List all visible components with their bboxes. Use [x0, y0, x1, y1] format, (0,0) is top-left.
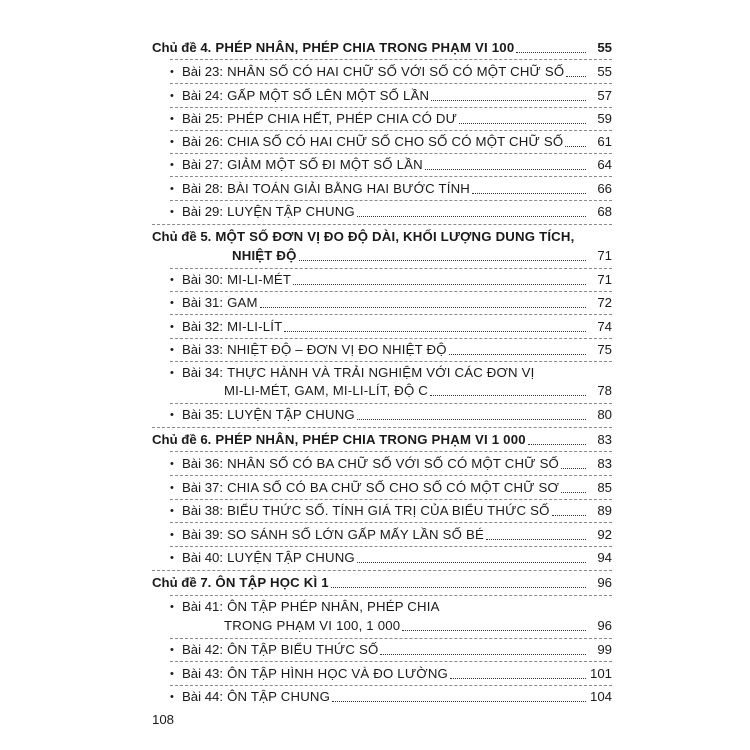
- bullet-icon: •: [170, 297, 174, 309]
- divider: [152, 570, 612, 571]
- page-ref: 59: [597, 111, 612, 126]
- divider: [170, 475, 612, 476]
- bullet-icon: •: [170, 601, 174, 613]
- lesson-38[interactable]: [170, 503, 612, 519]
- chapter-title-line2: NHIỆT ĐỘ: [232, 248, 297, 263]
- dot-leader: [552, 515, 586, 516]
- lesson-label: Bài 41:: [182, 599, 224, 614]
- page-ref: 89: [597, 503, 612, 518]
- lesson-label: Bài 33:: [182, 342, 224, 357]
- lesson-title: BIỂU THỨC SỐ. TÍNH GIÁ TRỊ CỦA BIỂU THỨC SỐ: [227, 503, 550, 518]
- dot-leader: [402, 630, 586, 631]
- dot-leader: [430, 395, 586, 396]
- chapter-7-heading[interactable]: [152, 575, 612, 591]
- chapter-label: Chủ đề 5.: [152, 229, 212, 244]
- lesson-35[interactable]: [170, 407, 612, 423]
- lesson-title: ÔN TẬP HÌNH HỌC VÀ ĐO LƯỜNG: [227, 666, 448, 681]
- lesson-31[interactable]: [170, 295, 612, 311]
- lesson-34-line2[interactable]: [224, 383, 612, 399]
- page-ref: 99: [597, 642, 612, 657]
- bullet-icon: •: [170, 183, 174, 195]
- bullet-icon: •: [170, 113, 174, 125]
- lesson-41[interactable]: [170, 599, 612, 615]
- lesson-label: Bài 42:: [182, 642, 224, 657]
- lesson-28[interactable]: [170, 181, 612, 197]
- divider: [170, 361, 612, 362]
- lesson-title: MI-LI-LÍT: [227, 319, 283, 334]
- lesson-title: GẤP MỘT SỐ LÊN MỘT SỐ LẦN: [227, 88, 430, 103]
- lesson-29[interactable]: [170, 204, 612, 220]
- bullet-icon: •: [170, 552, 174, 564]
- lesson-title-line2: MI-LI-MÉT, GAM, MI-LI-LÍT, ĐỘ C: [224, 383, 429, 398]
- dot-leader: [357, 562, 586, 563]
- page-ref: 68: [597, 204, 612, 219]
- dot-leader: [561, 492, 586, 493]
- lesson-label: Bài 25:: [182, 111, 224, 126]
- chapter-6-heading[interactable]: [152, 432, 612, 448]
- page-ref: 61: [597, 134, 612, 149]
- page-ref: 72: [597, 295, 612, 310]
- lesson-title: GIẢM MỘT SỐ ĐI MỘT SỐ LẦN: [227, 157, 423, 172]
- page-ref: 55: [597, 64, 612, 79]
- divider: [170, 291, 612, 292]
- page-ref: 71: [597, 272, 612, 287]
- lesson-25[interactable]: [170, 111, 612, 127]
- page-ref: 66: [597, 181, 612, 196]
- chapter-title: ÔN TẬP HỌC KÌ 1: [215, 575, 329, 590]
- bullet-icon: •: [170, 505, 174, 517]
- page-ref: 55: [597, 40, 612, 55]
- dot-leader: [486, 539, 586, 540]
- lesson-39[interactable]: [170, 527, 612, 543]
- dot-leader: [357, 216, 586, 217]
- dot-leader: [293, 284, 586, 285]
- lesson-label: Bài 29:: [182, 204, 224, 219]
- divider: [170, 638, 612, 639]
- lesson-title: CHIA SỐ CÓ BA CHỮ SỐ CHO SỐ CÓ MỘT CHỮ SƠ: [227, 480, 560, 495]
- dot-leader: [425, 169, 586, 170]
- bullet-icon: •: [170, 159, 174, 171]
- divider: [170, 107, 612, 108]
- divider: [170, 153, 612, 154]
- page-ref: 104: [589, 689, 612, 704]
- lesson-label: Bài 31:: [182, 295, 224, 310]
- lesson-title: BÀI TOÁN GIẢI BẰNG HAI BƯỚC TÍNH: [227, 181, 471, 196]
- bullet-icon: •: [170, 136, 174, 148]
- bullet-icon: •: [170, 66, 174, 78]
- lesson-label: Bài 43:: [182, 666, 224, 681]
- lesson-title: MI-LI-MÉT: [227, 272, 292, 287]
- lesson-32[interactable]: [170, 319, 612, 335]
- divider: [170, 403, 612, 404]
- lesson-title: LUYỆN TẬP CHUNG: [227, 407, 355, 422]
- divider: [170, 130, 612, 131]
- lesson-label: Bài 37:: [182, 480, 224, 495]
- dot-leader: [449, 354, 586, 355]
- divider: [170, 451, 612, 452]
- lesson-36[interactable]: [170, 456, 612, 472]
- dot-leader: [450, 678, 586, 679]
- lesson-label: Bài 32:: [182, 319, 224, 334]
- lesson-43[interactable]: [170, 666, 612, 682]
- chapter-title: PHÉP NHÂN, PHÉP CHIA TRONG PHẠM VI 100: [215, 40, 515, 55]
- dot-leader: [561, 468, 586, 469]
- dot-leader: [565, 146, 586, 147]
- lesson-27[interactable]: [170, 157, 612, 173]
- dot-leader: [260, 307, 586, 308]
- page-ref: 83: [597, 456, 612, 471]
- lesson-title: ÔN TẬP PHÉP NHÂN, PHÉP CHIA: [227, 599, 440, 614]
- divider: [170, 546, 612, 547]
- chapter-label: Chủ đề 4.: [152, 40, 212, 55]
- lesson-24[interactable]: [170, 88, 612, 104]
- page-ref: 74: [597, 319, 612, 334]
- dot-leader: [459, 123, 586, 124]
- divider: [170, 176, 612, 177]
- lesson-34[interactable]: [170, 365, 612, 381]
- divider: [170, 522, 612, 523]
- divider: [170, 268, 612, 269]
- chapter-title: PHÉP NHÂN, PHÉP CHIA TRONG PHẠM VI 1 000: [215, 432, 526, 447]
- lesson-title: LUYỆN TẬP CHUNG: [227, 550, 355, 565]
- page-ref: 64: [597, 157, 612, 172]
- bullet-icon: •: [170, 90, 174, 102]
- page-ref: 78: [597, 383, 612, 398]
- lesson-title: PHÉP CHIA HẾT, PHÉP CHIA CÓ DƯ: [227, 111, 458, 126]
- chapter-label: Chủ đề 6.: [152, 432, 212, 447]
- dot-leader: [566, 76, 586, 77]
- lesson-26[interactable]: [170, 134, 612, 150]
- lesson-label: Bài 38:: [182, 503, 224, 518]
- chapter-4-heading[interactable]: [152, 40, 612, 56]
- page-ref: 75: [597, 342, 612, 357]
- lesson-41-line2[interactable]: [224, 618, 612, 634]
- page-ref: 57: [597, 88, 612, 103]
- lesson-title: CHIA SỐ CÓ HAI CHỮ SỐ CHO SỐ CÓ MỘT CHỮ SỐ: [227, 134, 564, 149]
- lesson-label: Bài 23:: [182, 64, 224, 79]
- bullet-icon: •: [170, 344, 174, 356]
- page-ref: 94: [597, 550, 612, 565]
- dot-leader: [299, 260, 586, 261]
- dot-leader: [472, 193, 586, 194]
- divider: [170, 314, 612, 315]
- bullet-icon: •: [170, 274, 174, 286]
- lesson-title: NHÂN SỐ CÓ BA CHỮ SỐ VỚI SỐ CÓ MỘT CHỮ SỐ: [227, 456, 560, 471]
- lesson-37[interactable]: [170, 480, 612, 496]
- divider: [152, 224, 612, 225]
- dot-leader: [528, 444, 586, 445]
- dot-leader: [284, 331, 586, 332]
- bullet-icon: •: [170, 529, 174, 541]
- chapter-5-heading-line2[interactable]: [152, 248, 612, 264]
- page-ref: 71: [597, 248, 612, 263]
- lesson-23[interactable]: [170, 64, 612, 80]
- lesson-title: NHÂN SỐ CÓ HAI CHỮ SỐ VỚI SỐ CÓ MỘT CHỮ SỐ: [227, 64, 565, 79]
- page-ref: 83: [597, 432, 612, 447]
- dot-leader: [331, 587, 586, 588]
- divider: [170, 661, 612, 662]
- page-ref: 96: [597, 618, 612, 633]
- divider: [170, 499, 612, 500]
- page-ref: 92: [597, 527, 612, 542]
- dot-leader: [380, 654, 586, 655]
- lesson-label: Bài 35:: [182, 407, 224, 422]
- bullet-icon: •: [170, 321, 174, 333]
- lesson-title: ÔN TẬP BIỂU THỨC SỐ: [227, 642, 379, 657]
- divider: [170, 338, 612, 339]
- bullet-icon: •: [170, 668, 174, 680]
- lesson-label: Bài 36:: [182, 456, 224, 471]
- divider: [170, 685, 612, 686]
- lesson-label: Bài 26:: [182, 134, 224, 149]
- lesson-label: Bài 40:: [182, 550, 224, 565]
- bullet-icon: •: [170, 644, 174, 656]
- lesson-33[interactable]: [170, 342, 612, 358]
- chapter-label: Chủ đề 7.: [152, 575, 212, 590]
- page-ref: 80: [597, 407, 612, 422]
- divider: [170, 595, 612, 596]
- lesson-label: Bài 24:: [182, 88, 224, 103]
- lesson-label: Bài 34:: [182, 365, 224, 380]
- lesson-label: Bài 28:: [182, 181, 224, 196]
- page-ref: 85: [597, 480, 612, 495]
- lesson-label: Bài 39:: [182, 527, 224, 542]
- dot-leader: [431, 100, 586, 101]
- lesson-42[interactable]: [170, 642, 612, 658]
- lesson-title: LUYỆN TẬP CHUNG: [227, 204, 355, 219]
- bullet-icon: •: [170, 691, 174, 703]
- lesson-label: Bài 30:: [182, 272, 224, 287]
- lesson-label: Bài 44:: [182, 689, 224, 704]
- divider: [170, 59, 612, 60]
- dot-leader: [332, 701, 586, 702]
- lesson-title: NHIỆT ĐỘ – ĐƠN VỊ ĐO NHIỆT ĐỘ: [227, 342, 447, 357]
- lesson-title-line2: TRONG PHẠM VI 100, 1 000: [224, 618, 401, 633]
- bullet-icon: •: [170, 458, 174, 470]
- dot-leader: [357, 419, 586, 420]
- lesson-30[interactable]: [170, 272, 612, 288]
- bullet-icon: •: [170, 409, 174, 421]
- divider: [170, 83, 612, 84]
- dot-leader: [516, 52, 586, 53]
- lesson-title: ÔN TẬP CHUNG: [227, 689, 331, 704]
- page-ref: 96: [597, 575, 612, 590]
- lesson-label: Bài 27:: [182, 157, 224, 172]
- page-number: 108: [152, 712, 175, 727]
- lesson-title: THỰC HÀNH VÀ TRẢI NGHIỆM VỚI CÁC ĐƠN VỊ: [227, 365, 535, 380]
- chapter-5-heading[interactable]: [152, 229, 612, 245]
- lesson-40[interactable]: [170, 550, 612, 566]
- lesson-title: SO SÁNH SỐ LỚN GẤP MẤY LẦN SỐ BÉ: [227, 527, 484, 542]
- chapter-title: MỘT SỐ ĐƠN VỊ ĐO ĐỘ DÀI, KHỐI LƯỢNG DUNG TÍCH,: [215, 229, 575, 244]
- bullet-icon: •: [170, 367, 174, 379]
- bullet-icon: •: [170, 206, 174, 218]
- bullet-icon: •: [170, 482, 174, 494]
- lesson-44[interactable]: [170, 689, 612, 705]
- divider: [170, 200, 612, 201]
- divider: [152, 427, 612, 428]
- lesson-title: GAM: [227, 295, 258, 310]
- page-ref: 101: [589, 666, 612, 681]
